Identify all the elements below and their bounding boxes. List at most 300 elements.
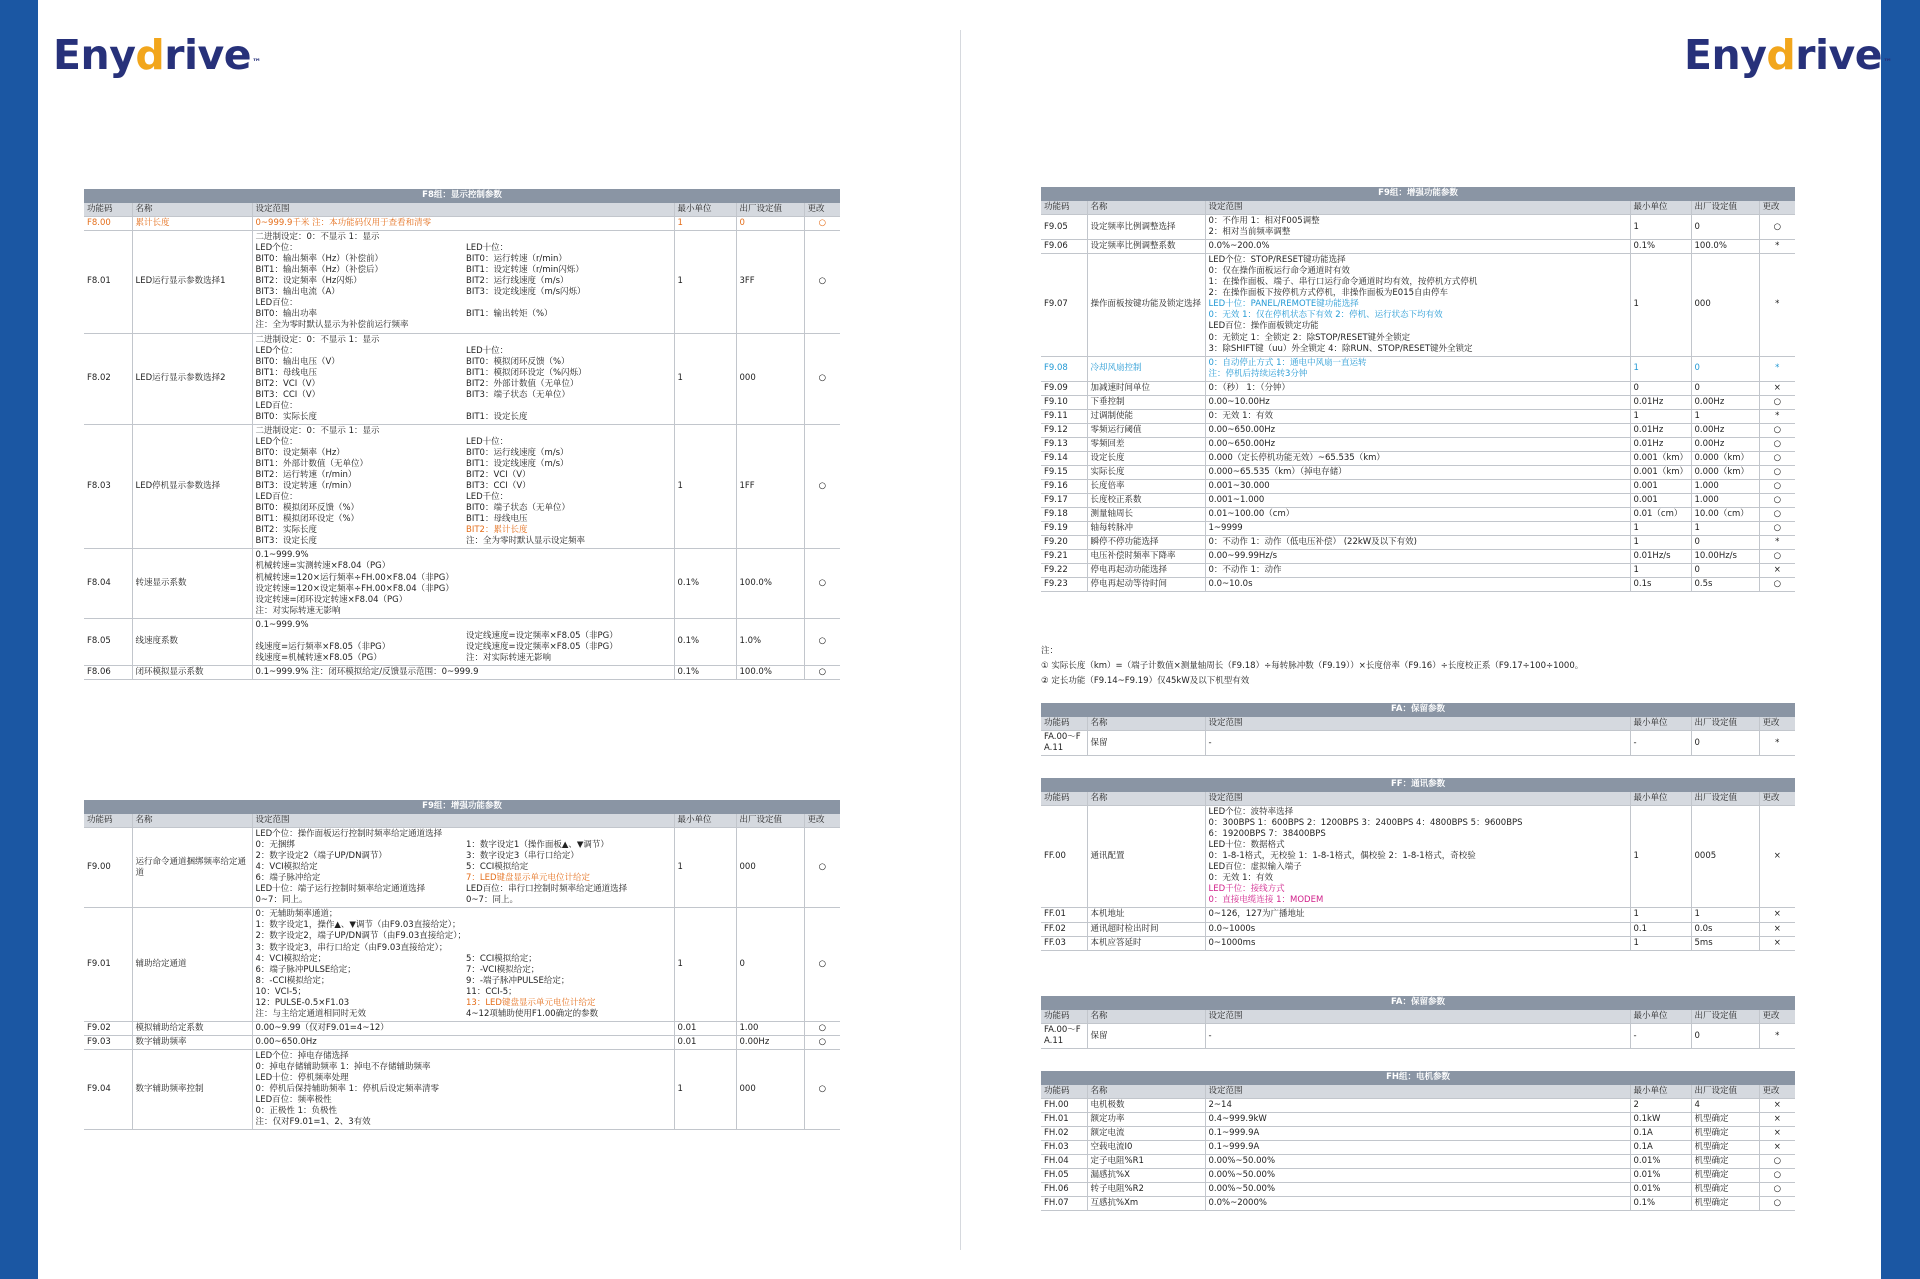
param-name: 闭环模拟显示系数 xyxy=(132,665,252,679)
param-range xyxy=(1205,731,1630,756)
param-range xyxy=(1205,423,1630,437)
range-line: 0.00~650.0Hz xyxy=(255,1036,317,1047)
header-min-unit: 最小单位 xyxy=(674,814,736,828)
param-code: F9.18 xyxy=(1041,508,1087,522)
param-row xyxy=(1041,522,1795,536)
param-name: 操作面板按键功能及锁定选择 xyxy=(1087,254,1205,356)
range-grid-top xyxy=(256,631,671,642)
param-range xyxy=(1205,1099,1630,1113)
param-code: FH.00 xyxy=(1041,1099,1087,1113)
param-name: 长度倍率 xyxy=(1087,480,1205,494)
range-line: 0.000（定长停机功能无效）~65.535（km） xyxy=(1208,452,1385,463)
param-default: 0.5s xyxy=(1691,578,1759,592)
range-cell: BIT3：CCI（V） xyxy=(255,389,321,400)
param-min-unit: 0.01% xyxy=(1630,1155,1691,1169)
range-cell: BIT2：设定频率（Hz闪烁） xyxy=(255,276,362,287)
param-change-flag: ○ xyxy=(1759,494,1795,508)
range-cell: 0~7：同上。 xyxy=(255,895,308,906)
table-fa-reserved-2 xyxy=(1041,996,1795,1049)
param-change-flag: × xyxy=(1759,1113,1795,1127)
param-range xyxy=(1205,1127,1630,1141)
range-line: 0：无辅助频率通道； xyxy=(255,909,338,920)
param-name: 下垂控制 xyxy=(1087,395,1205,409)
param-range xyxy=(1205,409,1630,423)
param-default: 100.0% xyxy=(736,549,804,618)
brand-logo-right: Enydrive™ xyxy=(1684,31,1892,79)
param-change-flag: × xyxy=(1759,381,1795,395)
param-code: FF.00 xyxy=(1041,806,1087,908)
range-line: - xyxy=(1208,1030,1212,1041)
param-name: 保留 xyxy=(1087,731,1205,756)
param-min-unit: 1 xyxy=(1630,522,1691,536)
param-code: F9.04 xyxy=(84,1049,132,1129)
param-range xyxy=(1205,936,1630,950)
param-code: FF.03 xyxy=(1041,936,1087,950)
param-name: 漏感抗%X xyxy=(1087,1169,1205,1183)
param-default: 0 xyxy=(736,908,804,1021)
param-min-unit: 1 xyxy=(1630,215,1691,240)
param-range xyxy=(1205,494,1630,508)
param-range xyxy=(252,333,674,424)
header-name: 名称 xyxy=(1087,717,1205,731)
range-line: - xyxy=(1208,737,1212,748)
param-row xyxy=(1041,1197,1795,1211)
range-line: 0：正极性 1：负极性 xyxy=(255,1106,338,1117)
param-change-flag: ○ xyxy=(1759,480,1795,494)
param-change-flag: * xyxy=(1759,356,1795,381)
range-cell: BIT0：模拟闭环反馈（%） xyxy=(255,503,360,514)
param-change-flag: * xyxy=(1759,1024,1795,1049)
range-line: 0：仅在操作面板运行命令通道时有效 xyxy=(1208,266,1350,277)
range-line: 6：19200BPS 7：38400BPS xyxy=(1208,829,1326,840)
param-name: 模拟辅助给定系数 xyxy=(132,1021,252,1035)
param-default: 0 xyxy=(1691,215,1759,240)
range-cell: 6：端子脉冲PULSE给定； xyxy=(255,964,356,975)
param-row xyxy=(1041,536,1795,550)
param-change-flag: ○ xyxy=(1759,451,1795,465)
param-row xyxy=(1041,1113,1795,1127)
range-cell: 0~7：同上。 xyxy=(466,895,518,906)
range-cell: 5：CCI模拟给定 xyxy=(466,862,529,873)
param-name: 停电再起动等待时间 xyxy=(1087,578,1205,592)
param-default: 0.00Hz xyxy=(1691,437,1759,451)
range-line: 注：对实际转速无影响 xyxy=(255,605,341,616)
notes-block xyxy=(1041,644,1583,689)
param-range xyxy=(1205,564,1630,578)
left-page-edge xyxy=(0,0,38,1279)
param-name: 长度校正系数 xyxy=(1087,494,1205,508)
range-grid xyxy=(256,954,671,1020)
header-name: 名称 xyxy=(1087,792,1205,806)
range-cell: BIT1：设定转速（r/min闪烁） xyxy=(466,265,584,276)
range-cell: BIT1：设定线速度（m/s） xyxy=(466,459,569,470)
param-row xyxy=(1041,254,1795,356)
range-cell: LED十位： xyxy=(466,345,509,356)
param-code: F9.14 xyxy=(1041,451,1087,465)
header-min-unit: 最小单位 xyxy=(1630,1010,1691,1024)
header-code: 功能码 xyxy=(84,203,132,217)
range-line: 0.4~999.9kW xyxy=(1208,1114,1267,1125)
param-code: FH.03 xyxy=(1041,1141,1087,1155)
range-cell: BIT1：输出频率（Hz）（补偿后） xyxy=(255,265,384,276)
param-default: 0 xyxy=(1691,381,1759,395)
param-range xyxy=(1205,1183,1630,1197)
param-name: 停电再起动功能选择 xyxy=(1087,564,1205,578)
range-cell: 9：-端子脉冲PULSE给定； xyxy=(466,975,570,986)
note-2: ② 定长功能（F9.14~F9.19）仅45kW及以下机型有效 xyxy=(1041,676,1250,686)
param-row xyxy=(1041,423,1795,437)
param-range xyxy=(1205,254,1630,356)
range-line: 0.001~1.000 xyxy=(1208,495,1265,506)
range-line: 二进制设定：0：不显示 1：显示 xyxy=(255,425,380,436)
param-min-unit: 0.01Hz xyxy=(1630,423,1691,437)
range-line: 0：无效 1：有效 xyxy=(1208,410,1274,421)
param-change-flag: ○ xyxy=(804,1049,840,1129)
param-row xyxy=(1041,409,1795,423)
param-row xyxy=(1041,1099,1795,1113)
table-fa-reserved-1 xyxy=(1041,703,1795,756)
param-range xyxy=(252,549,674,618)
param-range xyxy=(1205,356,1630,381)
param-code: F9.13 xyxy=(1041,437,1087,451)
param-name: 设定频率比例调整系数 xyxy=(1087,240,1205,254)
range-cell: BIT0：实际长度 xyxy=(255,411,317,422)
header-code: 功能码 xyxy=(1041,1010,1087,1024)
param-min-unit: 1 xyxy=(674,231,736,333)
range-cell: 3：数字设定3（串行口给定） xyxy=(466,851,579,862)
header-range: 设定范围 xyxy=(1205,792,1630,806)
header-change: 更改 xyxy=(1759,792,1795,806)
param-change-flag: ○ xyxy=(804,231,840,333)
param-row xyxy=(84,231,840,333)
range-line: 0：停机后保持辅助频率 1：停机后设定频率清零 xyxy=(255,1084,440,1095)
param-change-flag: ○ xyxy=(1759,1197,1795,1211)
range-cell: LED个位： xyxy=(255,345,298,356)
param-change-flag: ○ xyxy=(1759,1183,1795,1197)
range-cell: BIT2：外部计数值（无单位） xyxy=(466,378,579,389)
range-line-highlight: 0：直接电缆连接 1：MODEM xyxy=(1208,895,1324,906)
param-range xyxy=(1205,1141,1630,1155)
param-row xyxy=(1041,922,1795,936)
param-row xyxy=(1041,381,1795,395)
param-code: FH.02 xyxy=(1041,1127,1087,1141)
param-change-flag: × xyxy=(1759,922,1795,936)
param-code: F8.01 xyxy=(84,231,132,333)
range-line: 设定转速=120×设定频率÷FH.00×F8.04（非PG） xyxy=(255,583,454,594)
param-name: 加减速时间单位 xyxy=(1087,381,1205,395)
param-code: F9.08 xyxy=(1041,356,1087,381)
range-line: LED百位：频率极性 xyxy=(255,1095,332,1106)
param-range xyxy=(1205,508,1630,522)
table-title: FH组：电机参数 xyxy=(1041,1071,1795,1085)
range-cell: 注：全为零时默认显示设定频率 xyxy=(466,536,586,547)
param-default: 0 xyxy=(736,217,804,231)
range-cell: BIT3：设定线速度（m/s闪烁） xyxy=(466,287,586,298)
param-change-flag: × xyxy=(1759,806,1795,908)
range-cell: 4：VCI模拟给定； xyxy=(255,953,327,964)
range-line: 机械转速=实测转速×F8.04（PG） xyxy=(255,561,391,572)
param-default: 机型确定 xyxy=(1691,1197,1759,1211)
param-min-unit: 0.1% xyxy=(1630,1197,1691,1211)
param-default: 0005 xyxy=(1691,806,1759,908)
param-change-flag: ○ xyxy=(804,424,840,549)
param-min-unit: 1 xyxy=(674,333,736,424)
range-cell: BIT0：输出电压（V） xyxy=(255,356,340,367)
param-min-unit: 1 xyxy=(1630,908,1691,922)
param-row xyxy=(1041,508,1795,522)
param-name: 互感抗%Xm xyxy=(1087,1197,1205,1211)
param-name: 电压补偿时频率下降率 xyxy=(1087,550,1205,564)
param-range xyxy=(252,828,674,908)
param-code: F9.10 xyxy=(1041,395,1087,409)
range-cell: BIT0：运行转速（r/min） xyxy=(466,254,567,265)
range-line-highlight: 0：无效 1：仅在停机状态下有效 2：停机、运行状态下均有效 xyxy=(1208,310,1443,321)
header-min-unit: 最小单位 xyxy=(1630,717,1691,731)
param-change-flag: ○ xyxy=(804,217,840,231)
param-default: 0.000（km） xyxy=(1691,465,1759,479)
param-min-unit: 0.1% xyxy=(1630,240,1691,254)
header-range: 设定范围 xyxy=(1205,717,1630,731)
param-name: 数字辅助频率控制 xyxy=(132,1049,252,1129)
param-min-unit: 0.1% xyxy=(674,549,736,618)
param-row xyxy=(1041,494,1795,508)
param-code: F9.06 xyxy=(1041,240,1087,254)
param-name: 定子电阻%R1 xyxy=(1087,1155,1205,1169)
param-min-unit: - xyxy=(1630,1024,1691,1049)
param-code: F9.21 xyxy=(1041,550,1087,564)
param-min-unit: 1 xyxy=(674,828,736,908)
param-code: FF.02 xyxy=(1041,922,1087,936)
param-default: 0.00Hz xyxy=(736,1035,804,1049)
range-cell: 注：对实际转速无影响 xyxy=(466,652,552,663)
param-code: F8.06 xyxy=(84,665,132,679)
param-change-flag: * xyxy=(1759,536,1795,550)
param-code: F9.07 xyxy=(1041,254,1087,356)
param-range xyxy=(252,908,674,1021)
header-default: 出厂设定值 xyxy=(1691,1085,1759,1099)
param-row xyxy=(1041,1183,1795,1197)
header-change: 更改 xyxy=(804,203,840,217)
param-default: 5ms xyxy=(1691,936,1759,950)
param-min-unit: 1 xyxy=(674,908,736,1021)
range-cell xyxy=(466,298,671,309)
param-default: 0 xyxy=(1691,564,1759,578)
param-min-unit: 0.001 xyxy=(1630,480,1691,494)
param-row xyxy=(1041,451,1795,465)
param-row xyxy=(84,908,840,1021)
range-line: 2：相对当前频率调整 xyxy=(1208,227,1291,238)
param-name: 通讯超时检出时间 xyxy=(1087,922,1205,936)
param-default: 机型确定 xyxy=(1691,1169,1759,1183)
range-line: 0.00%~50.00% xyxy=(1208,1156,1276,1167)
param-default: 1.000 xyxy=(1691,494,1759,508)
param-code: FF.01 xyxy=(1041,908,1087,922)
range-cell: BIT2：VCI（V） xyxy=(255,378,321,389)
param-default: 1 xyxy=(1691,908,1759,922)
param-min-unit: 1 xyxy=(674,424,736,549)
range-line: 0.1~999.9% 注：闭环模拟给定/反馈显示范围：0~999.9 xyxy=(255,666,479,677)
range-line: 0：（秒） 1：（分钟） xyxy=(1208,382,1291,393)
range-line: 0：无锁定 1：全锁定 2：除STOP/RESET键外全锁定 xyxy=(1208,332,1411,343)
param-min-unit: 0.01Hz xyxy=(1630,395,1691,409)
range-line: LED个位：掉电存储选择 xyxy=(255,1050,349,1061)
param-name: 零频运行阈值 xyxy=(1087,423,1205,437)
param-change-flag: * xyxy=(1759,254,1795,356)
range-line: 注：仅对F9.01=1、2、3有效 xyxy=(255,1117,371,1128)
range-cell: LED千位： xyxy=(466,492,509,503)
param-default: 1FF xyxy=(736,424,804,549)
param-code: F8.02 xyxy=(84,333,132,424)
range-cell: LED百位： xyxy=(255,492,298,503)
param-default: 000 xyxy=(736,1049,804,1129)
param-name: 线速度系数 xyxy=(132,618,252,665)
param-row xyxy=(1041,1141,1795,1155)
range-grid xyxy=(256,243,671,320)
right-page-edge xyxy=(1881,0,1920,1279)
range-line: 0：不作用 1：相对F005调整 xyxy=(1208,216,1320,227)
param-change-flag: ○ xyxy=(1759,1169,1795,1183)
range-line: 1：数字设定1，操作▲、▼调节（由F9.03直接给定）； xyxy=(255,920,461,931)
range-cell: BIT0：设定频率（Hz） xyxy=(255,447,345,458)
param-min-unit: 1 xyxy=(1630,254,1691,356)
param-change-flag: ○ xyxy=(1759,423,1795,437)
header-default: 出厂设定值 xyxy=(1691,1010,1759,1024)
param-name: 电机极数 xyxy=(1087,1099,1205,1113)
table-header-row xyxy=(1041,1010,1795,1024)
range-cell: BIT1：模拟闭环设定（%闪烁） xyxy=(466,367,587,378)
range-line: 1~9999 xyxy=(1208,523,1243,534)
param-default: 3FF xyxy=(736,231,804,333)
range-line: 0.00%~50.00% xyxy=(1208,1184,1276,1195)
param-change-flag: ○ xyxy=(1759,437,1795,451)
param-row xyxy=(1041,465,1795,479)
header-range: 设定范围 xyxy=(252,203,674,217)
range-cell: 7：LED键盘显示单元电位计给定 xyxy=(466,873,591,884)
range-line: 0.00~650.00Hz xyxy=(1208,424,1276,435)
brand-logo-left: Enydrive™ xyxy=(53,31,261,79)
range-line: LED个位：STOP/RESET键功能选择 xyxy=(1208,255,1346,266)
param-name: 转速显示系数 xyxy=(132,549,252,618)
note-label: 注： xyxy=(1041,646,1059,656)
range-line: 0.00~9.99（仅对F9.01=4~12） xyxy=(255,1022,389,1033)
param-name: 测量轴周长 xyxy=(1087,508,1205,522)
param-name: 额定电流 xyxy=(1087,1127,1205,1141)
range-cell: LED十位： xyxy=(466,243,509,254)
range-cell: BIT1：设定长度 xyxy=(466,411,528,422)
param-code: F9.15 xyxy=(1041,465,1087,479)
range-line: 0：掉电存储辅助频率 1：掉电不存储辅助频率 xyxy=(255,1061,431,1072)
param-min-unit: 0.1kW xyxy=(1630,1113,1691,1127)
range-line: LED十位：停机频率处理 xyxy=(255,1073,349,1084)
param-min-unit: 2 xyxy=(1630,1099,1691,1113)
param-range xyxy=(1205,1169,1630,1183)
range-line: 0.00~650.00Hz xyxy=(1208,438,1276,449)
table-header-row xyxy=(1041,1085,1795,1099)
range-line-highlight: LED十位：PANEL/REMOTE键功能选择 xyxy=(1208,299,1359,310)
param-change-flag: × xyxy=(1759,1141,1795,1155)
range-cell: BIT3：设定转速（r/min） xyxy=(255,481,357,492)
table-fh-motor-params xyxy=(1041,1071,1795,1211)
header-code: 功能码 xyxy=(1041,792,1087,806)
param-range xyxy=(1205,806,1630,908)
param-name: LED运行显示参数选择1 xyxy=(132,231,252,333)
range-cell: BIT3：设定长度 xyxy=(255,536,317,547)
table-header-row xyxy=(84,203,840,217)
param-range xyxy=(252,665,674,679)
param-range xyxy=(252,1035,674,1049)
param-default: 机型确定 xyxy=(1691,1113,1759,1127)
param-code: FH.06 xyxy=(1041,1183,1087,1197)
param-name: 辅助给定通道 xyxy=(132,908,252,1021)
param-default: 10.00Hz/s xyxy=(1691,550,1759,564)
param-row xyxy=(84,1021,840,1035)
header-change: 更改 xyxy=(804,814,840,828)
table-header-row xyxy=(1041,792,1795,806)
range-line: 2~14 xyxy=(1208,1100,1232,1111)
table-title-row xyxy=(1041,703,1795,717)
range-line: 0.1~999.9% xyxy=(255,550,309,561)
range-line: 3：数字设定3，串行口给定（由F9.03直接给定）； xyxy=(255,942,448,953)
param-row xyxy=(1041,564,1795,578)
param-change-flag: ○ xyxy=(1759,522,1795,536)
range-line: 0.000~65.535（km）（掉电存储） xyxy=(1208,466,1347,477)
table-title: FA：保留参数 xyxy=(1041,703,1795,717)
range-cell: BIT1：外部计数值（无单位） xyxy=(255,459,368,470)
param-range xyxy=(252,1049,674,1129)
range-cell: 0：无捆绑 xyxy=(255,840,295,851)
param-range xyxy=(1205,908,1630,922)
param-range xyxy=(1205,465,1630,479)
param-name: 实际长度 xyxy=(1087,465,1205,479)
param-code: F9.02 xyxy=(84,1021,132,1035)
range-cell: LED百位： xyxy=(255,298,298,309)
param-row xyxy=(84,1049,840,1129)
param-default: 0 xyxy=(1691,731,1759,756)
param-name: 过调制使能 xyxy=(1087,409,1205,423)
range-line: 0~999.9千米 注：本功能码仅用于查看和清零 xyxy=(255,218,432,229)
range-line: 2：在操作面板下按停机方式停机，非操作面板为E015自由停车 xyxy=(1208,288,1449,299)
page-fold xyxy=(960,30,961,1250)
range-cell: BIT1：输出转矩（%） xyxy=(466,309,553,320)
param-change-flag: ○ xyxy=(1759,1155,1795,1169)
param-range xyxy=(1205,395,1630,409)
param-change-flag: * xyxy=(1759,240,1795,254)
param-code: F9.23 xyxy=(1041,578,1087,592)
table-title: FF：通讯参数 xyxy=(1041,778,1795,792)
param-range xyxy=(1205,1155,1630,1169)
param-range xyxy=(252,1021,674,1035)
header-range: 设定范围 xyxy=(252,814,674,828)
param-code: F9.01 xyxy=(84,908,132,1021)
range-cell xyxy=(256,631,461,642)
param-name: 累计长度 xyxy=(132,217,252,231)
range-grid xyxy=(256,642,671,664)
param-code: F8.03 xyxy=(84,424,132,549)
range-line: 机械转速=120×运行频率÷FH.00×F8.04（非PG） xyxy=(255,572,454,583)
param-change-flag: ○ xyxy=(1759,550,1795,564)
param-change-flag: × xyxy=(1759,1099,1795,1113)
range-line: 0.1~999.9A xyxy=(1208,1142,1260,1153)
header-change: 更改 xyxy=(1759,1010,1795,1024)
range-line: 0：无效 1：有效 xyxy=(1208,873,1274,884)
header-name: 名称 xyxy=(1087,1085,1205,1099)
param-row xyxy=(1041,550,1795,564)
param-change-flag: ○ xyxy=(804,828,840,908)
param-name: 额定功率 xyxy=(1087,1113,1205,1127)
param-row xyxy=(84,665,840,679)
table-header-row xyxy=(1041,717,1795,731)
param-min-unit: 0.01Hz xyxy=(1630,437,1691,451)
